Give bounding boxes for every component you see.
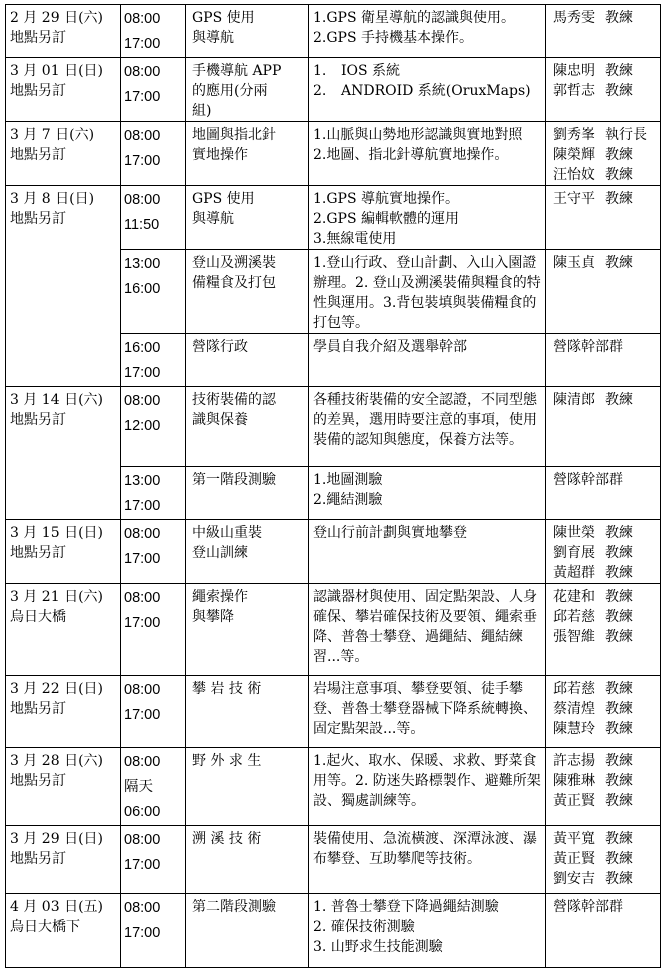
topic-cell <box>186 5 309 58</box>
start-time: 08:00 <box>124 832 161 848</box>
content-cell <box>309 826 546 894</box>
date-cell <box>6 520 121 584</box>
coach-name: 劉秀峯 <box>553 127 595 143</box>
table-row <box>6 520 661 584</box>
coach-line <box>553 543 656 563</box>
coach-title: 教練 <box>605 10 633 26</box>
topic-cell <box>186 58 309 122</box>
topic-cell <box>186 387 309 467</box>
start-time: 08:00 <box>124 64 161 80</box>
coach-cell <box>546 894 661 968</box>
content-cell <box>309 676 546 748</box>
date-cell <box>6 584 121 676</box>
topic-line: 與導航 <box>192 211 234 227</box>
end-time: 17:00 <box>124 365 161 381</box>
topic-line: 營隊行政 <box>192 339 248 355</box>
time-cell <box>121 5 186 58</box>
date: 3 月 21 日(六) <box>10 589 103 605</box>
place: 烏日大橋 <box>10 609 66 625</box>
topic-line: 識與保養 <box>192 412 248 428</box>
coach-line <box>553 869 656 889</box>
content-cell <box>309 584 546 676</box>
date-cell <box>6 894 121 968</box>
table-row <box>6 122 661 186</box>
time-cell <box>121 584 186 676</box>
coach-title: 教練 <box>605 545 633 561</box>
coach-name: 邱若慈 <box>553 681 595 697</box>
topic-line: 繩索操作 <box>192 589 248 605</box>
coach-group: 營隊幹部群 <box>553 899 623 915</box>
start-time: 08:00 <box>124 192 161 208</box>
coach-title: 教練 <box>605 831 633 847</box>
topic-line: 的應用(分兩 <box>192 83 268 99</box>
coach-name: 陳清郎 <box>553 392 595 408</box>
content-line: 學員自我介紹及選舉幹部 <box>313 339 467 355</box>
end-time: 11:50 <box>124 217 160 233</box>
item-number: 2. <box>313 83 327 99</box>
date: 3 月 28 日(六) <box>10 753 103 769</box>
item-number: 1. <box>313 63 327 79</box>
content-paragraph: 各種技術裝備的安全認證，不同型態的差異，選用時要注意的事項，使用裝備的認知與態度，保養方法等。 <box>313 392 537 448</box>
coach-title: 教練 <box>605 681 633 697</box>
coach-line <box>553 771 656 791</box>
coach-line <box>553 81 656 101</box>
topic-line: 實地操作 <box>192 147 248 163</box>
topic-line: 溯 溪 技 術 <box>192 831 262 847</box>
end-time: 17:00 <box>124 551 161 567</box>
time-cell <box>121 387 186 467</box>
content-cell <box>309 387 546 467</box>
content-cell <box>309 5 546 58</box>
content-line: 2.繩結測驗 <box>313 492 383 508</box>
coach-line <box>553 145 656 165</box>
coach-title: 教練 <box>605 589 633 605</box>
content-paragraph: 1.登山行政、登山計劃、入山入園證辦理。2. 登山及溯溪裝備與糧食的特性與運用。3.背包裝填與裝備糧食的打包等。 <box>313 255 541 331</box>
coach-line <box>553 189 656 209</box>
coach-title: 教練 <box>605 851 633 867</box>
content-line: 3. 山野求生技能測驗 <box>313 939 443 955</box>
place: 地點另訂 <box>10 30 66 46</box>
coach-name: 陳玉貞 <box>553 255 595 271</box>
start-time: 08:00 <box>124 526 161 542</box>
topic-cell <box>186 826 309 894</box>
coach-name: 黃平寬 <box>553 831 595 847</box>
place: 地點另訂 <box>10 545 66 561</box>
content-line <box>313 81 541 101</box>
coach-title: 教練 <box>605 147 633 163</box>
coach-name: 邱若慈 <box>553 609 595 625</box>
date: 3 月 01 日(日) <box>10 63 103 79</box>
topic-cell <box>186 520 309 584</box>
coach-cell <box>546 520 661 584</box>
content-cell <box>309 467 546 520</box>
coach-line <box>553 829 656 849</box>
date-cell <box>6 5 121 58</box>
content-line: 2. 確保技術測驗 <box>313 919 415 935</box>
coach-line <box>553 523 656 543</box>
coach-title: 執行長 <box>605 127 647 143</box>
coach-title: 教練 <box>605 871 633 887</box>
topic-line: 第一階段測驗 <box>192 472 276 488</box>
end-time: 17:00 <box>124 857 161 873</box>
coach-cell <box>546 584 661 676</box>
content-line: 3.無線電使用 <box>313 231 397 247</box>
coach-line <box>553 699 656 719</box>
topic-cell <box>186 676 309 748</box>
coach-cell <box>546 334 661 387</box>
coach-cell <box>546 676 661 748</box>
end-time: 06:00 <box>124 804 161 820</box>
place: 地點另訂 <box>10 211 66 227</box>
table-row <box>6 584 661 676</box>
date-cell <box>6 748 121 826</box>
coach-name: 陳慧玲 <box>553 721 595 737</box>
table-row <box>6 5 661 58</box>
topic-line: GPS 使用 <box>192 10 255 26</box>
coach-line <box>553 719 656 739</box>
date: 3 月 22 日(日) <box>10 681 103 697</box>
coach-name: 王守平 <box>553 191 595 207</box>
place: 地點另訂 <box>10 851 66 867</box>
coach-name: 郭哲志 <box>553 83 595 99</box>
topic-line: 與導航 <box>192 30 234 46</box>
place: 地點另訂 <box>10 773 66 789</box>
table-row <box>6 58 661 122</box>
start-time: 08:00 <box>124 754 161 770</box>
coach-line <box>553 791 656 811</box>
overnight-label: 隔天 <box>124 779 153 795</box>
coach-line <box>553 8 656 28</box>
coach-cell <box>546 58 661 122</box>
start-time: 08:00 <box>124 393 161 409</box>
table-row <box>6 387 661 467</box>
coach-line <box>553 390 656 410</box>
date-cell <box>6 58 121 122</box>
topic-cell <box>186 894 309 968</box>
coach-line <box>553 563 656 583</box>
coach-title: 教練 <box>605 609 633 625</box>
topic-line: GPS 使用 <box>192 191 255 207</box>
place: 烏日大橋下 <box>10 919 80 935</box>
date: 4 月 03 日(五) <box>10 899 103 915</box>
topic-line: 登山及溯溪裝 <box>192 255 276 271</box>
time-cell <box>121 520 186 584</box>
content-cell <box>309 334 546 387</box>
coach-name: 陳雅琳 <box>553 773 595 789</box>
coach-title: 教練 <box>605 773 633 789</box>
time-cell <box>121 826 186 894</box>
time-cell <box>121 748 186 826</box>
table-row <box>6 894 661 968</box>
coach-cell <box>546 387 661 467</box>
time-cell <box>121 122 186 186</box>
content-paragraph: 裝備使用、急流橫渡、深潭泳渡、瀑布攀登、互助攀爬等技術。 <box>313 831 537 867</box>
date: 2 月 29 日(六) <box>10 10 103 26</box>
content-cell <box>309 186 546 250</box>
end-time: 17:00 <box>124 153 161 169</box>
content-paragraph: 1.起火、取水、保暖、求救、野菜食用等。2. 防迷失路標製作、避難所架設、獨處訓練等。 <box>313 753 541 809</box>
coach-name: 汪怡妏 <box>553 167 595 183</box>
end-time: 12:00 <box>124 418 161 434</box>
time-cell <box>121 58 186 122</box>
coach-cell <box>546 826 661 894</box>
coach-title: 教練 <box>605 167 633 183</box>
coach-name: 黃正賢 <box>553 851 595 867</box>
coach-title: 教練 <box>605 753 633 769</box>
time-cell <box>121 250 186 334</box>
coach-group: 營隊幹部群 <box>553 339 623 355</box>
coach-title: 教練 <box>605 255 633 271</box>
coach-line <box>553 751 656 771</box>
time-cell <box>121 676 186 748</box>
content-line: 1.山脈與山勢地形認識與實地對照 <box>313 127 523 143</box>
topic-line: 第二階段測驗 <box>192 899 276 915</box>
date: 3 月 29 日(日) <box>10 831 103 847</box>
coach-line <box>553 165 656 185</box>
topic-cell <box>186 250 309 334</box>
table-row <box>6 826 661 894</box>
topic-line: 攀 岩 技 術 <box>192 681 262 697</box>
start-time: 16:00 <box>124 340 161 356</box>
date: 3 月 8 日(日) <box>10 191 95 207</box>
end-time: 17:00 <box>124 89 161 105</box>
table-row <box>6 186 661 250</box>
coach-line <box>553 253 656 273</box>
topic-cell <box>186 186 309 250</box>
topic-line: 與攀降 <box>192 609 234 625</box>
end-time: 17:00 <box>124 925 161 941</box>
coach-name: 陳榮輝 <box>553 147 595 163</box>
date-cell <box>6 122 121 186</box>
place: 地點另訂 <box>10 701 66 717</box>
content-cell <box>309 748 546 826</box>
start-time: 13:00 <box>124 473 161 489</box>
coach-title: 教練 <box>605 565 633 581</box>
coach-line <box>553 587 656 607</box>
topic-line: 野 外 求 生 <box>192 753 262 769</box>
content-line: 2.GPS 手持機基本操作。 <box>313 30 474 46</box>
content-line: 2.GPS 編輯軟體的運用 <box>313 211 460 227</box>
topic-line: 技術裝備的認 <box>192 392 276 408</box>
content-cell <box>309 250 546 334</box>
coach-cell <box>546 467 661 520</box>
time-cell <box>121 186 186 250</box>
topic-cell <box>186 467 309 520</box>
end-time: 17:00 <box>124 498 161 514</box>
topic-line: 組) <box>192 103 212 119</box>
topic-line: 手機導航 APP <box>192 63 282 79</box>
content-line: 1.GPS 衛星導航的認識與使用。 <box>313 10 516 26</box>
table-row <box>6 676 661 748</box>
place: 地點另訂 <box>10 147 66 163</box>
content-cell <box>309 58 546 122</box>
coach-line <box>553 125 656 145</box>
start-time: 08:00 <box>124 900 161 916</box>
time-cell <box>121 467 186 520</box>
content-cell <box>309 894 546 968</box>
content-paragraph: 岩場注意事項、攀登要領、徒手攀登、普魯士攀登器械下降系統轉換、固定點架設...等。 <box>313 681 537 737</box>
coach-name: 許志揚 <box>553 753 595 769</box>
coach-name: 蔡清煌 <box>553 701 595 717</box>
coach-name: 劉安吉 <box>553 871 595 887</box>
date-cell <box>6 387 121 520</box>
item-text: ANDROID 系統(OruxMaps) <box>341 83 531 99</box>
coach-name: 黃正賢 <box>553 793 595 809</box>
coach-line <box>553 679 656 699</box>
coach-title: 教練 <box>605 83 633 99</box>
coach-cell <box>546 250 661 334</box>
start-time: 08:00 <box>124 682 161 698</box>
start-time: 08:00 <box>124 590 161 606</box>
coach-name: 陳忠明 <box>553 63 595 79</box>
coach-name: 陳世榮 <box>553 525 595 541</box>
coach-cell <box>546 5 661 58</box>
start-time: 13:00 <box>124 256 161 272</box>
topic-line: 備糧食及打包 <box>192 275 276 291</box>
coach-cell <box>546 186 661 250</box>
end-time: 17:00 <box>124 36 161 52</box>
place: 地點另訂 <box>10 83 66 99</box>
coach-line <box>553 849 656 869</box>
date-cell <box>6 676 121 748</box>
topic-line: 中級山重裝 <box>192 525 262 541</box>
coach-name: 花建和 <box>553 589 595 605</box>
coach-line <box>553 61 656 81</box>
content-line: 1.GPS 導航實地操作。 <box>313 191 460 207</box>
content-line: 1.地圖測驗 <box>313 472 383 488</box>
coach-cell <box>546 748 661 826</box>
coach-name: 劉育展 <box>553 545 595 561</box>
date-cell <box>6 186 121 387</box>
content-paragraph: 認識器材與使用、固定點架設、人身確保、攀岩確保技術及要領、繩索垂降、普魯士攀登、過繩結、繩結練習...等。 <box>313 589 537 665</box>
time-cell <box>121 334 186 387</box>
coach-title: 教練 <box>605 191 633 207</box>
start-time: 08:00 <box>124 128 161 144</box>
coach-name: 馬秀雯 <box>553 10 595 26</box>
end-time: 16:00 <box>124 281 161 297</box>
topic-line: 登山訓練 <box>192 545 248 561</box>
item-text: IOS 系統 <box>341 63 401 79</box>
date: 3 月 14 日(六) <box>10 392 103 408</box>
coach-name: 張智維 <box>553 629 595 645</box>
coach-title: 教練 <box>605 721 633 737</box>
topic-cell <box>186 122 309 186</box>
coach-name: 黃超群 <box>553 565 595 581</box>
start-time: 08:00 <box>124 11 161 27</box>
coach-line <box>553 627 656 647</box>
content-cell <box>309 520 546 584</box>
table-row <box>6 748 661 826</box>
time-cell <box>121 894 186 968</box>
coach-title: 教練 <box>605 392 633 408</box>
coach-title: 教練 <box>605 701 633 717</box>
date: 3 月 15 日(日) <box>10 525 103 541</box>
coach-line <box>553 607 656 627</box>
coach-cell <box>546 122 661 186</box>
topic-cell <box>186 334 309 387</box>
end-time: 17:00 <box>124 615 161 631</box>
content-cell <box>309 122 546 186</box>
content-line <box>313 61 541 81</box>
content-line: 2.地圖、指北針導航實地操作。 <box>313 147 509 163</box>
coach-title: 教練 <box>605 63 633 79</box>
topic-line: 地圖與指北針 <box>192 127 276 143</box>
training-schedule-table <box>5 4 661 968</box>
topic-cell <box>186 748 309 826</box>
date: 3 月 7 日(六) <box>10 127 95 143</box>
end-time: 17:00 <box>124 707 161 723</box>
coach-title: 教練 <box>605 525 633 541</box>
coach-title: 教練 <box>605 793 633 809</box>
coach-group: 營隊幹部群 <box>553 472 623 488</box>
place: 地點另訂 <box>10 412 66 428</box>
content-line: 登山行前計劃與實地攀登 <box>313 525 467 541</box>
topic-cell <box>186 584 309 676</box>
content-line: 1. 普魯士攀登下降過繩結測驗 <box>313 899 499 915</box>
date-cell <box>6 826 121 894</box>
coach-title: 教練 <box>605 629 633 645</box>
